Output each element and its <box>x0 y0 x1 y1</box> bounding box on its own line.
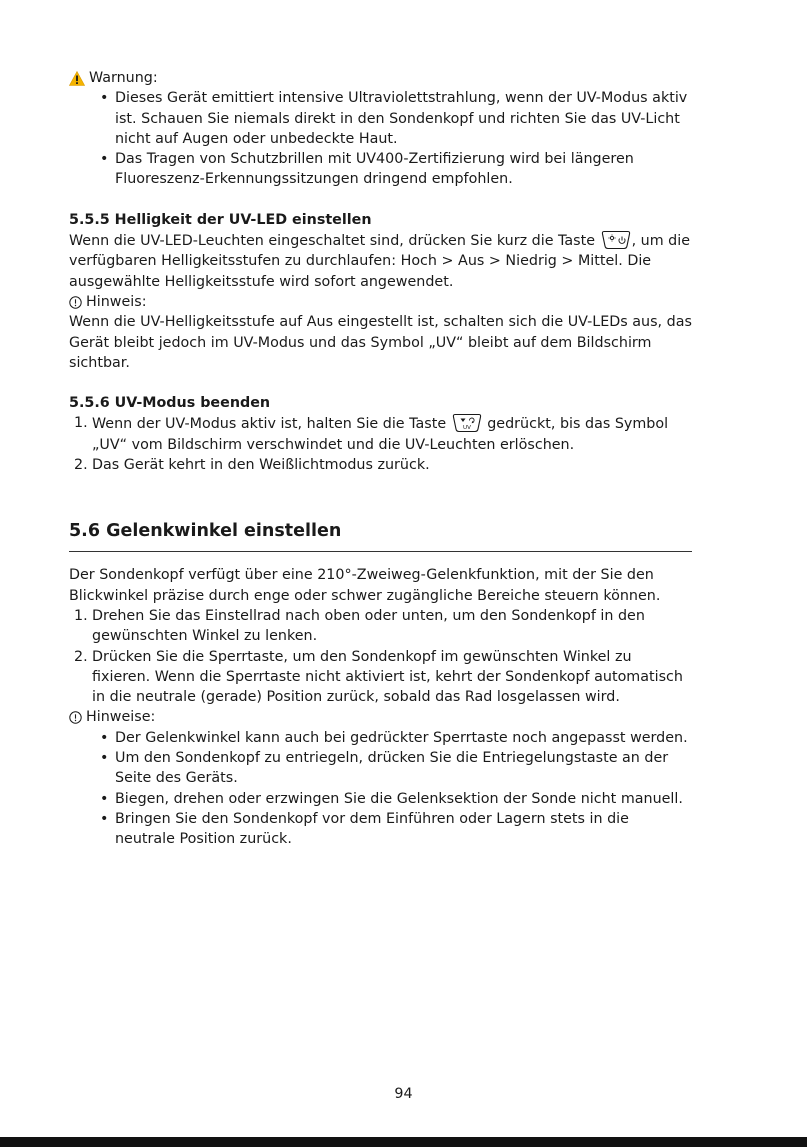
step-text-a: Wenn der UV-Modus aktiv ist, halten Sie die Taste <box>92 416 447 433</box>
step-number: 2. <box>74 457 88 474</box>
articulation-steps <box>69 606 692 707</box>
info-circle-icon <box>69 296 82 309</box>
step-number: 1. <box>74 415 88 432</box>
notes-heading: Hinweise: <box>86 709 156 726</box>
list-item: • Bringen Sie den Sondenkopf vor dem Einführen oder Lagern stets in die neutrale Position zurück. <box>98 809 692 850</box>
step-number: 1. <box>74 607 88 624</box>
list-item: • Biegen, drehen oder erzwingen Sie die Gelenksektion der Sonde nicht manuell. <box>98 789 692 809</box>
step-number: 2. <box>74 648 88 665</box>
section-heading-555: 5.5.5 Helligkeit der UV-LED einstellen <box>69 211 372 228</box>
list-item: • Das Tragen von Schutzbrillen mit UV400-Zertifizierung wird bei längeren Fluoreszenz-Erkennungssitzungen dringend empfohlen. <box>98 149 692 190</box>
note-paragraph: Wenn die UV-Helligkeitsstufe auf Aus eingestellt ist, schalten sich die UV-LEDs aus, das Gerät bleibt jedoch im UV-Modus und das Symbol „UV“ bleibt auf dem Bildschirm sichtbar. <box>69 314 692 371</box>
step-text-b: gedrückt, bis das Symbol „UV“ vom Bildschirm verschwindet und die UV-Leuchten erlöschen. <box>92 416 669 453</box>
warning-heading-row <box>69 68 692 88</box>
list-item <box>74 647 692 708</box>
brightness-text-b: , um die verfügbaren Helligkeitsstufen zu durchlaufen: Hoch > Aus > Niedrig > Mittel. Die ausgewählte Helligkeitsstufe wird sofort angewendet. <box>69 233 691 290</box>
step-text: Das Gerät kehrt in den Weißlichtmodus zurück. <box>92 457 430 474</box>
step-text: Drehen Sie das Einstellrad nach oben oder unten, um den Sondenkopf in den gewünschten Winkel zu lenken. <box>92 607 645 645</box>
list-item <box>74 413 692 455</box>
step-text: Drücken Sie die Sperrtaste, um den Sondenkopf im gewünschten Winkel zu fixieren. Wenn die Sperrtaste nicht aktiviert ist, kehrt der Sondenkopf automatisch in die neutrale (gerade) Position zurück, sobald das Rad losgelassen wird. <box>92 648 683 706</box>
list-item: • Dieses Gerät emittiert intensive Ultraviolettstrahlung, wenn der UV-Modus aktiv ist. Schauen Sie niemals direkt in den Sondenkopf und richten Sie das UV-Licht nicht auf Augen oder unbedeckte Haut. <box>98 88 692 149</box>
warning-triangle-icon <box>69 71 85 86</box>
notes-heading-row <box>69 707 692 727</box>
warning-list <box>69 88 692 189</box>
warning-heading: Warnung: <box>89 70 158 86</box>
bottom-border <box>0 1137 807 1147</box>
page-number: 94 <box>394 1086 413 1102</box>
heading-divider <box>69 551 692 552</box>
exit-uv-steps <box>69 413 692 475</box>
notes-list <box>69 728 692 850</box>
brightness-paragraph <box>69 230 692 292</box>
list-item: • Der Gelenkwinkel kann auch bei gedrückter Sperrtaste noch angepasst werden. <box>98 728 692 748</box>
list-item: • Um den Sondenkopf zu entriegeln, drücken Sie die Entriegelungstaste an der Seite des Geräts. <box>98 748 692 789</box>
list-item <box>74 455 692 475</box>
brightness-text-a: Wenn die UV-LED-Leuchten eingeschaltet sind, drücken Sie kurz die Taste <box>69 233 596 250</box>
list-item <box>74 606 692 647</box>
sun-power-key-icon <box>601 230 631 250</box>
note-heading-row <box>69 292 692 312</box>
page-content <box>69 68 692 850</box>
info-circle-icon <box>69 711 82 724</box>
section-heading-56: 5.6 Gelenkwinkel einstellen <box>69 521 342 542</box>
uv-mode-key-icon <box>452 413 482 433</box>
uv-key-label: UV <box>462 425 471 432</box>
note-heading: Hinweis: <box>86 293 147 310</box>
section-heading-556: 5.5.6 UV-Modus beenden <box>69 395 271 412</box>
articulation-intro: Der Sondenkopf verfügt über eine 210°-Zweiweg-Gelenkfunktion, mit der Sie den Blickwinkel präzise durch enge oder schwer zugängliche Bereiche steuern können. <box>69 567 661 604</box>
